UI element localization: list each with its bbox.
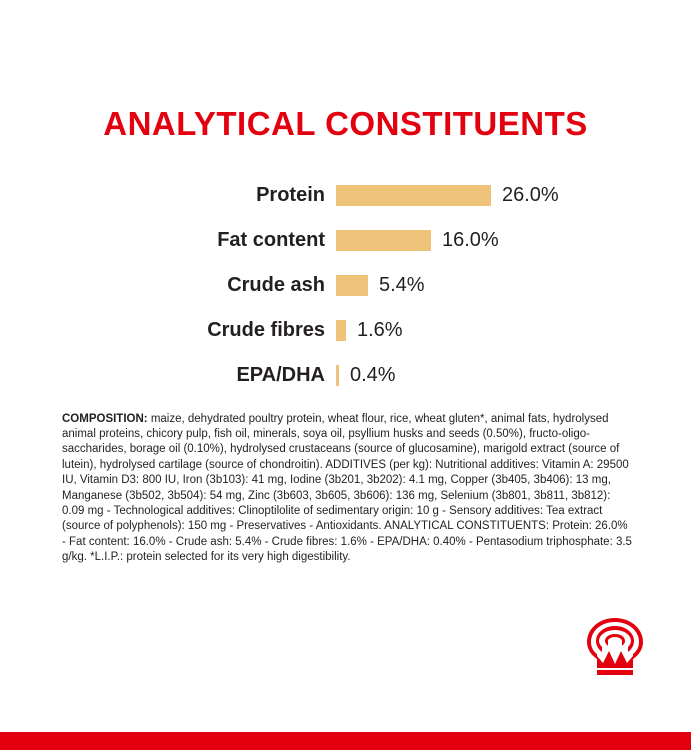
analytical-constituents-chart [0,178,691,403]
composition-heading: COMPOSITION: [62,412,148,425]
chart-bar-wrap [336,364,691,387]
chart-bar [336,230,431,251]
chart-bar [336,275,368,296]
chart-row [0,268,691,302]
chart-bar [336,185,491,206]
chart-category-label: Protein [256,183,325,206]
composition-text: maize, dehydrated poultry protein, wheat flour, rice, wheat gluten*, animal fats, hydrolysed animal proteins, chicory pulp, fish oil, minerals, soya oil, psyllium husks and seeds (0.50%), fructo-oligo-saccharides, borage oil (0.10%), hydrolysed crustaceans (source of glucosamine), marigold extract (source of lutein), hydrolysed cartilage (source of chondroitin). ADDITIVES (per kg): Nutritional additives: Vitamin A: 29500 IU, Vitamin D3: 800 IU, Iron (3b103): 41 mg, Iodine (3b201, 3b202): 4.1 mg, Copper (3b405, 3b406): 13 mg, Manganese (3b502, 3b504): 54 mg, Zinc (3b603, 3b605, 3b606): 136 mg, Selenium (3b801, 3b811, 3b812): 0.09 mg - Technological additives: Clinoptilolite of sedimentary origin: 10 g - Sensory additives: Tea extract (source of polyphenols): 150 mg - Preservatives - Antioxidants. ANALYTICAL CONSTITUENTS: Protein: 26.0% - Fat content: 16.0% - Crude ash: 5.4% - Crude fibres: 1.6% - EPA/DHA: 0.40% - Pentasodium triphosphate: 3.5 g/kg. *L.I.P.: protein selected for its very high digestibility. [62,412,632,564]
chart-value-label: 16.0% [442,228,499,251]
chart-bar-wrap [336,229,691,252]
chart-category-label: Fat content [217,228,325,251]
chart-category-label: Crude ash [227,273,325,296]
bottom-red-bar [0,732,691,750]
chart-row [0,178,691,212]
chart-bar-wrap [336,184,691,207]
chart-value-label: 1.6% [357,318,403,341]
chart-value-label: 0.4% [350,363,396,386]
chart-bar-wrap [336,319,691,342]
chart-row [0,313,691,347]
chart-category-label: Crude fibres [207,318,325,341]
chart-value-label: 5.4% [379,273,425,296]
page-title: ANALYTICAL CONSTITUENTS [103,105,588,142]
chart-row [0,223,691,257]
chart-bar [336,365,339,386]
chart-row [0,358,691,392]
composition-paragraph [62,412,632,566]
chart-value-label: 26.0% [502,183,559,206]
chart-bar-wrap [336,274,691,297]
royal-canin-logo [583,618,647,676]
chart-category-label: EPA/DHA [236,363,325,386]
chart-bar [336,320,346,341]
